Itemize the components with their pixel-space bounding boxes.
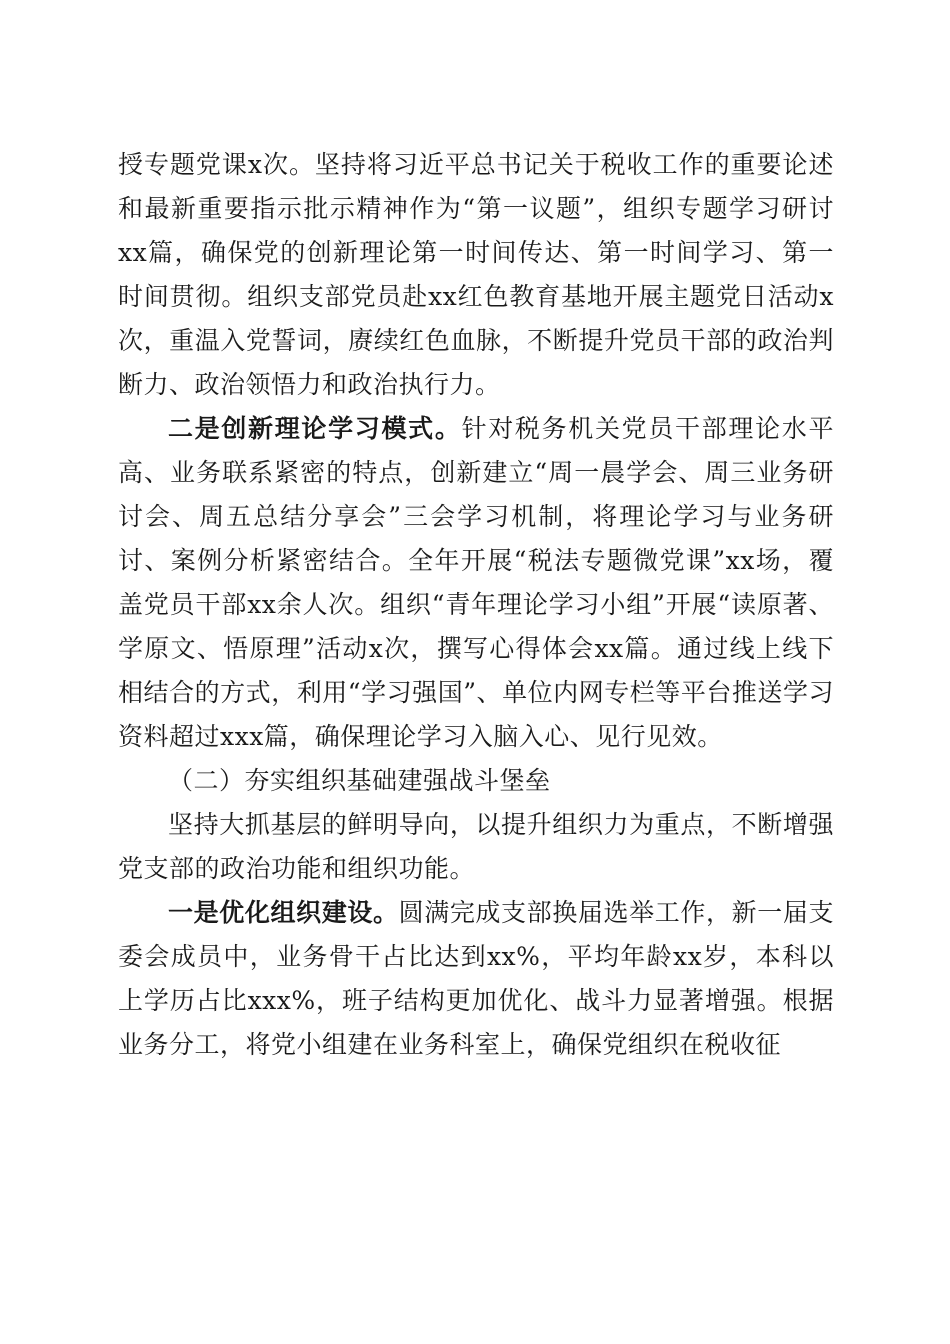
paragraph-body: 圆满完成支部换届选举工作，新一届支委会成员中，业务骨干占比达到xx%，平均年龄xx岁，本科以上学历占比xxx%，班子结构更加优化、战斗力显著增强。根据业务分工，将党小组建在业务科室上，确保党组织在税收征: [118, 898, 834, 1059]
paragraph-continuation: 授专题党课x次。坚持将习近平总书记关于税收工作的重要论述和最新重要指示批示精神作为“第一议题”，组织专题学习研讨xx篇，确保党的创新理论第一时间传达、第一时间学习、第一时间贯彻。组织支部党员赴xx红色教育基地开展主题党日活动x次，重温入党誓词，赓续红色血脉，不断提升党员干部的政治判断力、政治领悟力和政治执行力。: [118, 150, 834, 399]
paragraph-innovation-study-mode: [118, 407, 834, 759]
document-page: [118, 143, 834, 1067]
paragraph-lead-heading: 二是创新理论学习模式。: [168, 414, 462, 443]
paragraph-section-intro: 坚持大抓基层的鲜明导向，以提升组织力为重点，不断增强党支部的政治功能和组织功能。: [118, 810, 834, 883]
paragraph-body: 针对税务机关党员干部理论水平高、业务联系紧密的特点，创新建立“周一晨学会、周三业务研讨会、周五总结分享会”三会学习机制，将理论学习与业务研讨、案例分析紧密结合。全年开展“税法专题微党课”xx场，覆盖党员干部xx余人次。组织“青年理论学习小组”开展“读原著、学原文、悟原理”活动x次，撰写心得体会xx篇。通过线上线下相结合的方式，利用“学习强国”、单位内网专栏等平台推送学习资料超过xxx篇，确保理论学习入脑入心、见行见效。: [118, 414, 834, 751]
section-heading: （二）夯实组织基础建强战斗堡垒: [168, 766, 551, 795]
paragraph-optimize-organization: [118, 891, 834, 1067]
paragraph-lead-heading: 一是优化组织建设。: [168, 898, 399, 927]
